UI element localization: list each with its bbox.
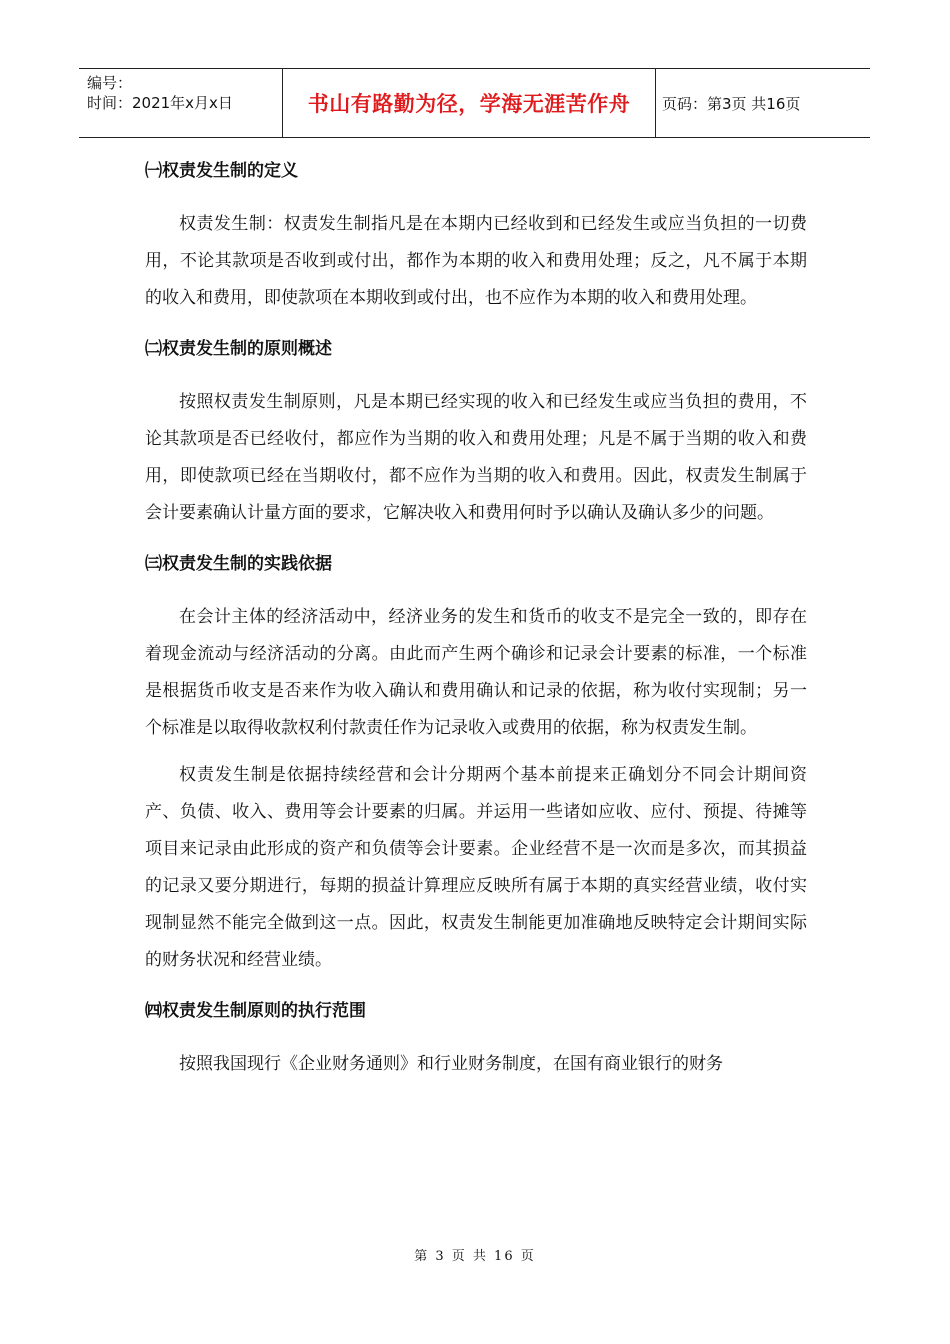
header-page-info: 页码：第3页 共16页 (662, 94, 801, 113)
document-date: 时间：2021年x月x日 (87, 94, 233, 112)
page-header (79, 68, 870, 138)
paragraph: 权责发生制是依据持续经营和会计分期两个基本前提来正确划分不同会计期间资产、负债、收入、费用等会计要素的归属。并运用一些诸如应收、应付、预提、待摊等项目来记录由此形成的资产和负债等会计要素。企业经营不是一次而是多次，而其损益的记录又要分期进行，每期的损益计算理应反映所有属于本期的真实经营业绩，收付实现制显然不能完全做到这一点。因此，权责发生制能更加准确地反映特定会计期间实际的财务状况和经营业绩。 (145, 765, 807, 970)
header-meta (79, 69, 282, 137)
paragraph: 按照我国现行《企业财务通则》和行业财务制度，在国有商业银行的财务 (179, 1054, 723, 1074)
document-body (145, 152, 807, 1083)
page-footer: 第 3 页 共 16 页 (414, 1249, 536, 1264)
section-heading: ㈠权责发生制的定义 (145, 161, 298, 181)
paragraph: 权责发生制：权责发生制指凡是在本期内已经收到和已经发生或应当负担的一切费用，不论其款项是否收到或付出，都作为本期的收入和费用处理；反之，凡不属于本期的收入和费用，即使款项在本期收到或付出，也不应作为本期的收入和费用处理。 (145, 214, 807, 308)
document-number-label: 编号： (87, 74, 133, 92)
section-heading: ㈣权责发生制原则的执行范围 (145, 1001, 366, 1021)
section-heading: ㈡权责发生制的原则概述 (145, 339, 332, 359)
section-heading: ㈢权责发生制的实践依据 (145, 554, 332, 574)
paragraph: 在会计主体的经济活动中，经济业务的发生和货币的收支不是完全一致的，即存在着现金流动与经济活动的分离。由此而产生两个确诊和记录会计要素的标准，一个标准是根据货币收支是否来作为收入确认和费用确认和记录的依据，称为收付实现制；另一个标准是以取得收款权利付款责任作为记录收入或费用的依据，称为权责发生制。 (145, 607, 807, 738)
header-motto: 书山有路勤为径，学海无涯苦作舟 (282, 69, 656, 137)
paragraph: 按照权责发生制原则，凡是本期已经实现的收入和已经发生或应当负担的费用，不论其款项是否已经收付，都应作为当期的收入和费用处理；凡是不属于当期的收入和费用，即使款项已经在当期收付，都不应作为当期的收入和费用。因此，权责发生制属于会计要素确认计量方面的要求，它解决收入和费用何时予以确认及确认多少的问题。 (145, 392, 807, 523)
